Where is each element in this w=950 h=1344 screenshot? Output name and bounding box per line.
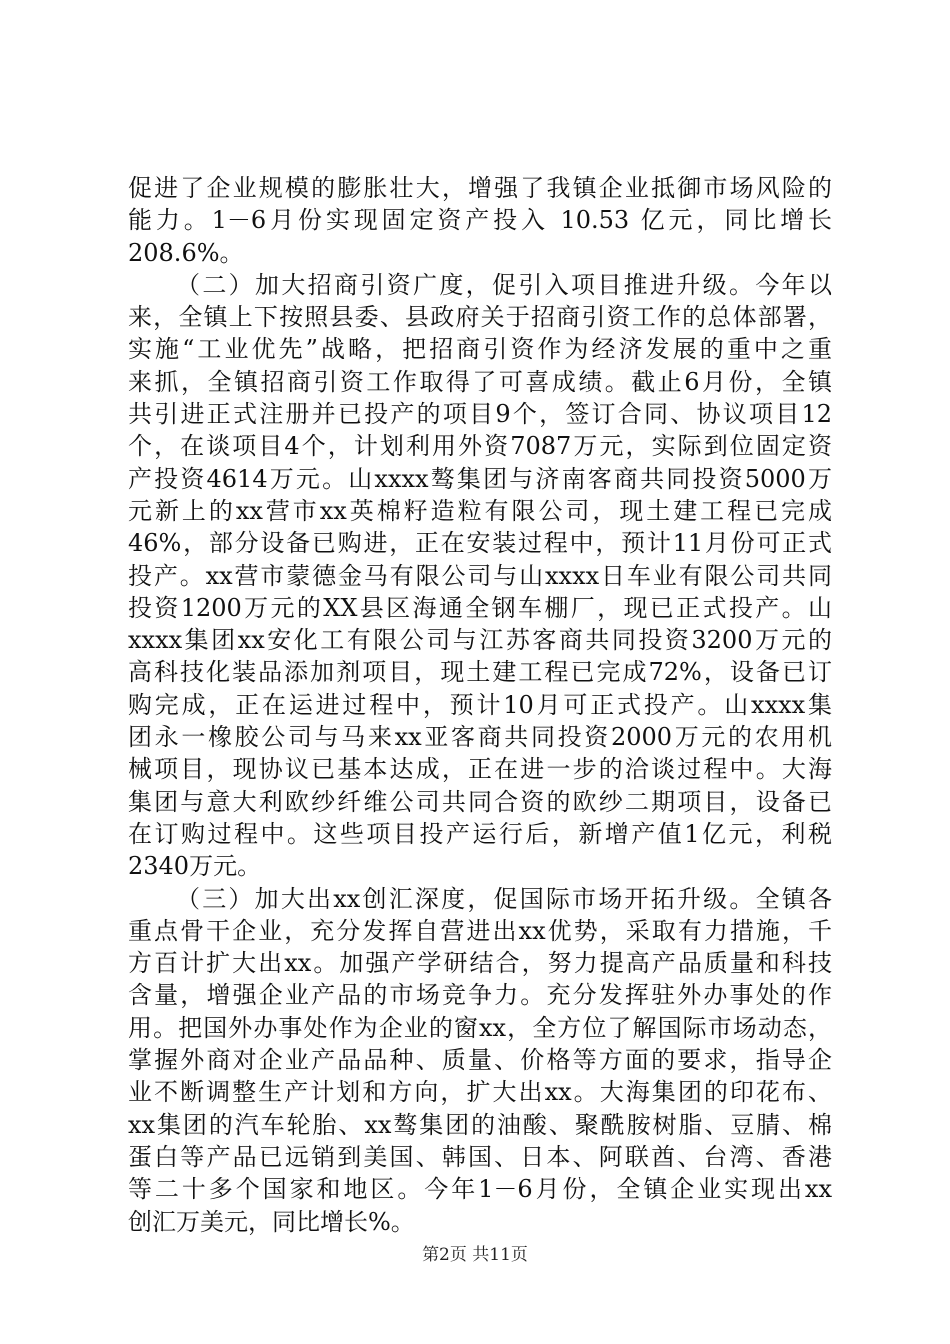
text-line: 高科技化装品添加剂项目，现土建工程已完成72%，设备已订 — [128, 658, 832, 687]
text-line: 来，全镇上下按照县委、县政府关于招商引资工作的总体部署， — [128, 303, 832, 332]
text-line: 来抓，全镇招商引资工作取得了可喜成绩。截止6月份，全镇 — [128, 367, 832, 396]
text-line: 在订购过程中。这些项目投产运行后，新增产值1亿元，利税 — [128, 819, 832, 848]
text-line: （三）加大出xx创汇深度，促国际市场开拓升级。全镇各 — [176, 884, 832, 913]
text-line: 46%，部分设备已购进，正在安装过程中，预计11月份可正式 — [128, 529, 832, 558]
text-line: 掌握外商对企业产品品种、质量、价格等方面的要求，指导企 — [128, 1046, 832, 1075]
text-line: 创汇万美元，同比增长%。 — [128, 1207, 415, 1236]
text-line: 械项目，现协议已基本达成，正在进一步的洽谈过程中。大海 — [128, 755, 832, 784]
text-line: 实施“工业优先”战略，把招商引资作为经济发展的重中之重 — [128, 335, 832, 364]
text-line: xx集团的汽车轮胎、xx骜集团的油酸、聚酰胺树脂、豆腈、棉 — [128, 1110, 832, 1139]
text-line: 能力。1－6月份实现固定资产投入 10.53 亿元，同比增长 — [128, 206, 832, 235]
text-line: 团永一橡胶公司与马来xx亚客商共同投资2000万元的农用机 — [128, 723, 832, 752]
document-body — [128, 172, 832, 1238]
text-line: 等二十多个国家和地区。今年1－6月份，全镇企业实现出xx — [128, 1175, 832, 1204]
text-line: 集团与意大利欧纱纤维公司共同合资的欧纱二期项目，设备已 — [128, 787, 832, 816]
text-line: 业不断调整生产计划和方向，扩大出xx。大海集团的印花布、 — [128, 1078, 832, 1107]
text-line: 购完成，正在运进过程中，预计10月可正式投产。山xxxx集 — [128, 690, 832, 719]
text-line: 投产。xx营市蒙德金马有限公司与山xxxx日车业有限公司共同 — [128, 561, 832, 590]
text-line: 促进了企业规模的膨胀壮大，增强了我镇企业抵御市场风险的 — [128, 174, 832, 202]
text-line: xxxx集团xx安化工有限公司与江苏客商共同投资3200万元的 — [128, 626, 832, 655]
text-line: 投资1200万元的XX县区海通全钢车棚厂，现已正式投产。山 — [128, 593, 832, 622]
text-line: 方百计扩大出xx。加强产学研结合，努力提高产品质量和科技 — [128, 949, 832, 978]
text-line: 2340万元。 — [128, 852, 262, 881]
text-line: 产投资4614万元。山xxxx骜集团与济南客商共同投资5000万 — [128, 464, 832, 493]
text-line: 重点骨干企业，充分发挥自营进出xx优势，采取有力措施，千 — [128, 916, 832, 945]
text-line: 208.6%。 — [128, 238, 244, 267]
page-footer: 第2页 共11页 — [422, 1245, 528, 1265]
text-line: 个，在谈项目4个，计划利用外资7087万元，实际到位固定资 — [128, 432, 832, 461]
text-line: 用。把国外办事处作为企业的窗xx，全方位了解国际市场动态， — [128, 1013, 832, 1042]
text-line: 元新上的xx营市xx英棉籽造粒有限公司，现土建工程已完成 — [128, 496, 832, 525]
text-line: （二）加大招商引资广度，促引入项目推进升级。今年以 — [176, 270, 832, 299]
text-line: 蛋白等产品已远销到美国、韩国、日本、阿联酋、台湾、香港 — [128, 1142, 832, 1171]
text-line: 共引进正式注册并已投产的项目9个，签订合同、协议项目12 — [128, 400, 832, 429]
text-line: 含量，增强企业产品的市场竞争力。充分发挥驻外办事处的作 — [128, 981, 832, 1010]
